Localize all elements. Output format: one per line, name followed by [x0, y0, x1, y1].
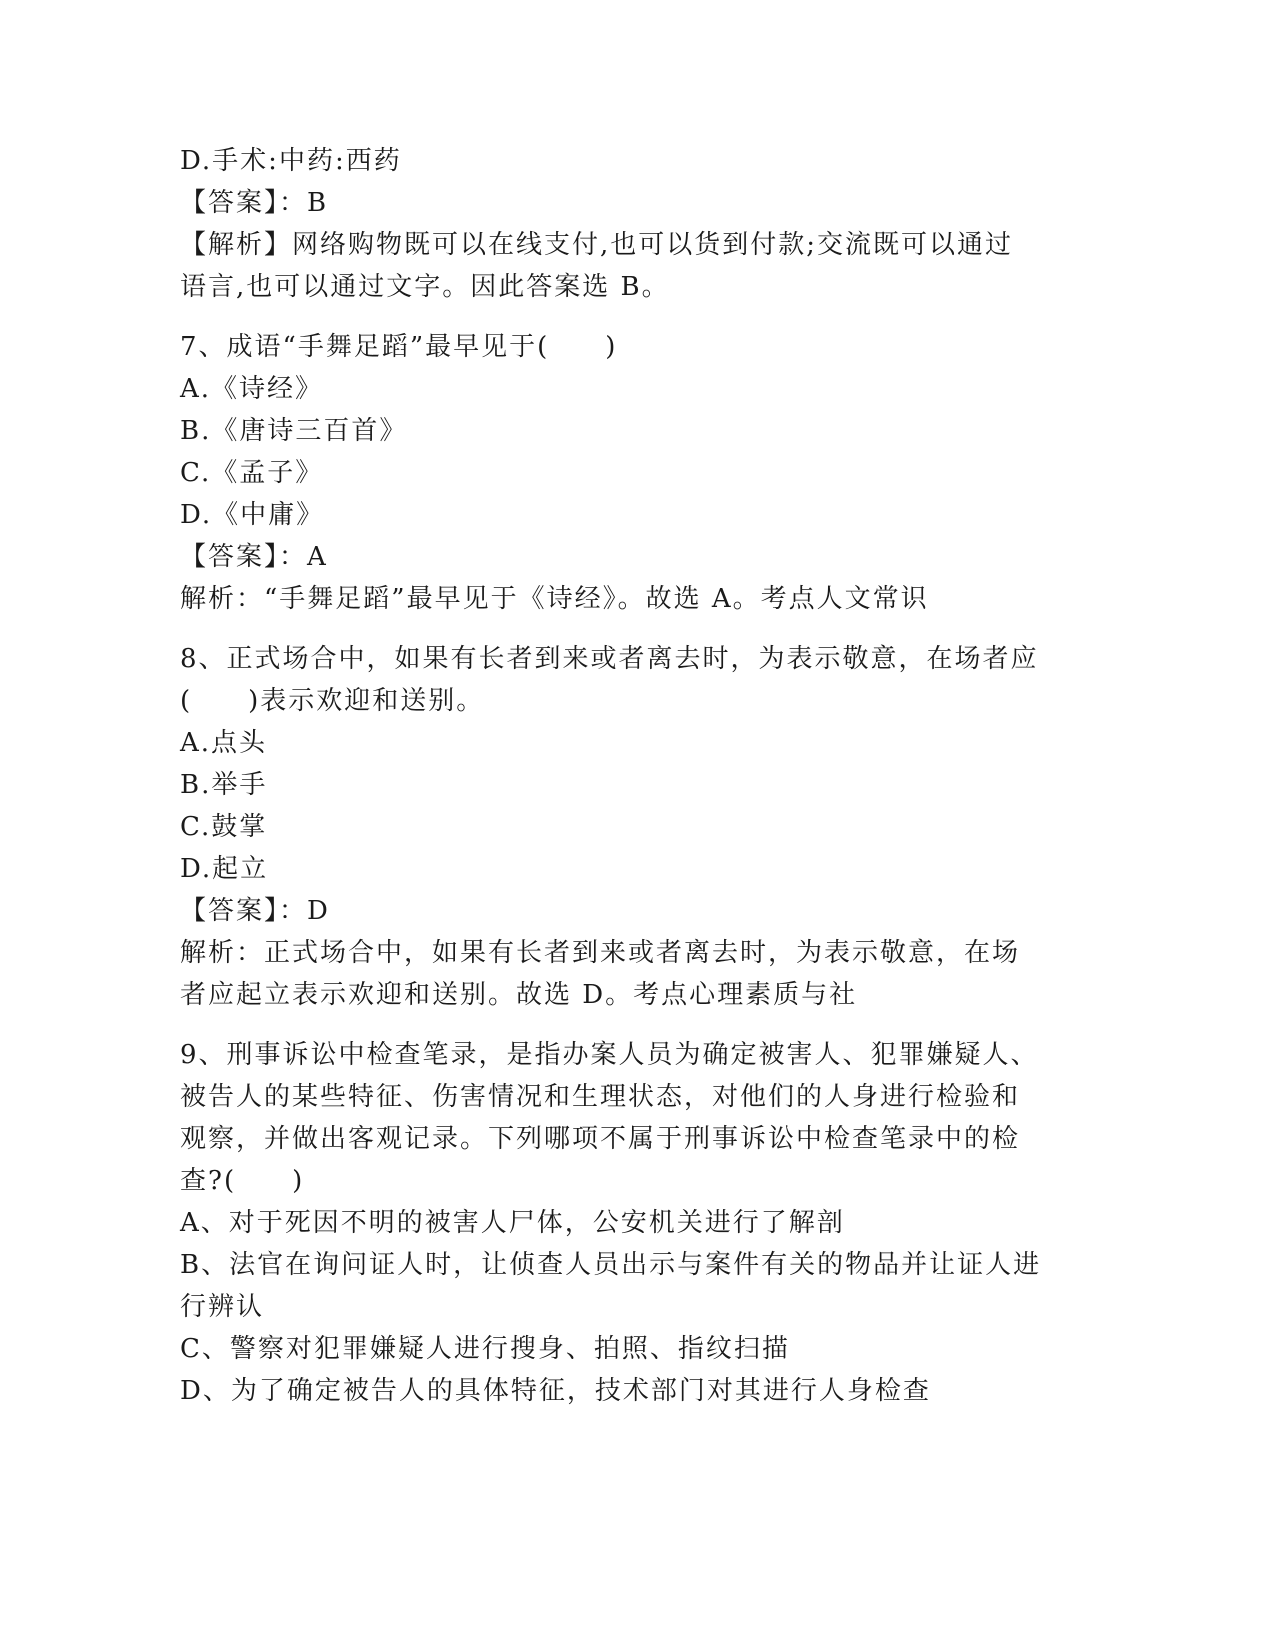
- document-page: [180, 140, 1060, 1430]
- question-7: [180, 326, 1060, 620]
- option-d: D.《中庸》: [180, 500, 325, 530]
- question-text: 9、刑事诉讼中检查笔录，是指办案人员为确定被害人、犯罪嫌疑人、: [180, 1040, 1039, 1070]
- question-text: 8、正式场合中，如果有长者到来或者离去时，为表示敬意，在场者应: [180, 644, 1039, 674]
- option-a: A.点头: [180, 728, 268, 758]
- option-c: C、警察对犯罪嫌疑人进行搜身、拍照、指纹扫描: [180, 1334, 790, 1364]
- analysis-line: 解析：“手舞足蹈”最早见于《诗经》。故选 A。考点人文常识: [180, 584, 929, 614]
- option-b: B.《唐诗三百首》: [180, 416, 408, 446]
- option-d: D、为了确定被告人的具体特征，技术部门对其进行人身检查: [180, 1376, 931, 1406]
- question-9: [180, 1034, 1060, 1412]
- previous-question-tail: [180, 140, 1060, 308]
- question-text: ( )表示欢迎和送别。: [180, 686, 485, 716]
- analysis-line: 【解析】网络购物既可以在线支付,也可以货到付款;交流既可以通过: [180, 230, 1014, 260]
- question-text: 观察，并做出客观记录。下列哪项不属于刑事诉讼中检查笔录中的检: [180, 1124, 1021, 1154]
- question-8: [180, 638, 1060, 1016]
- answer: 【答案】：B: [180, 188, 329, 218]
- question-text: 7、成语“手舞足蹈”最早见于( ): [180, 332, 618, 362]
- option-a: A、对于死因不明的被害人尸体，公安机关进行了解剖: [180, 1208, 845, 1238]
- option-b: B、法官在询问证人时，让侦查人员出示与案件有关的物品并让证人进: [180, 1250, 1042, 1280]
- question-text: 被告人的某些特征、伤害情况和生理状态，对他们的人身进行检验和: [180, 1082, 1021, 1112]
- analysis-line: 者应起立表示欢迎和送别。故选 D。考点心理素质与社: [180, 980, 858, 1010]
- analysis-line: 解析：正式场合中，如果有长者到来或者离去时，为表示敬意，在场: [180, 938, 1021, 968]
- answer: 【答案】：A: [180, 542, 328, 572]
- option-c: C.鼓掌: [180, 812, 268, 842]
- option-a: A.《诗经》: [180, 374, 324, 404]
- option-b: 行辨认: [180, 1292, 265, 1322]
- question-text: 查?( ): [180, 1166, 305, 1196]
- option-b: B.举手: [180, 770, 268, 800]
- option-c: C.《孟子》: [180, 458, 324, 488]
- answer: 【答案】：D: [180, 896, 330, 926]
- analysis-line: 语言,也可以通过文字。因此答案选 B。: [180, 272, 670, 302]
- option-d: D.手术:中药:西药: [180, 146, 402, 176]
- option-d: D.起立: [180, 854, 269, 884]
